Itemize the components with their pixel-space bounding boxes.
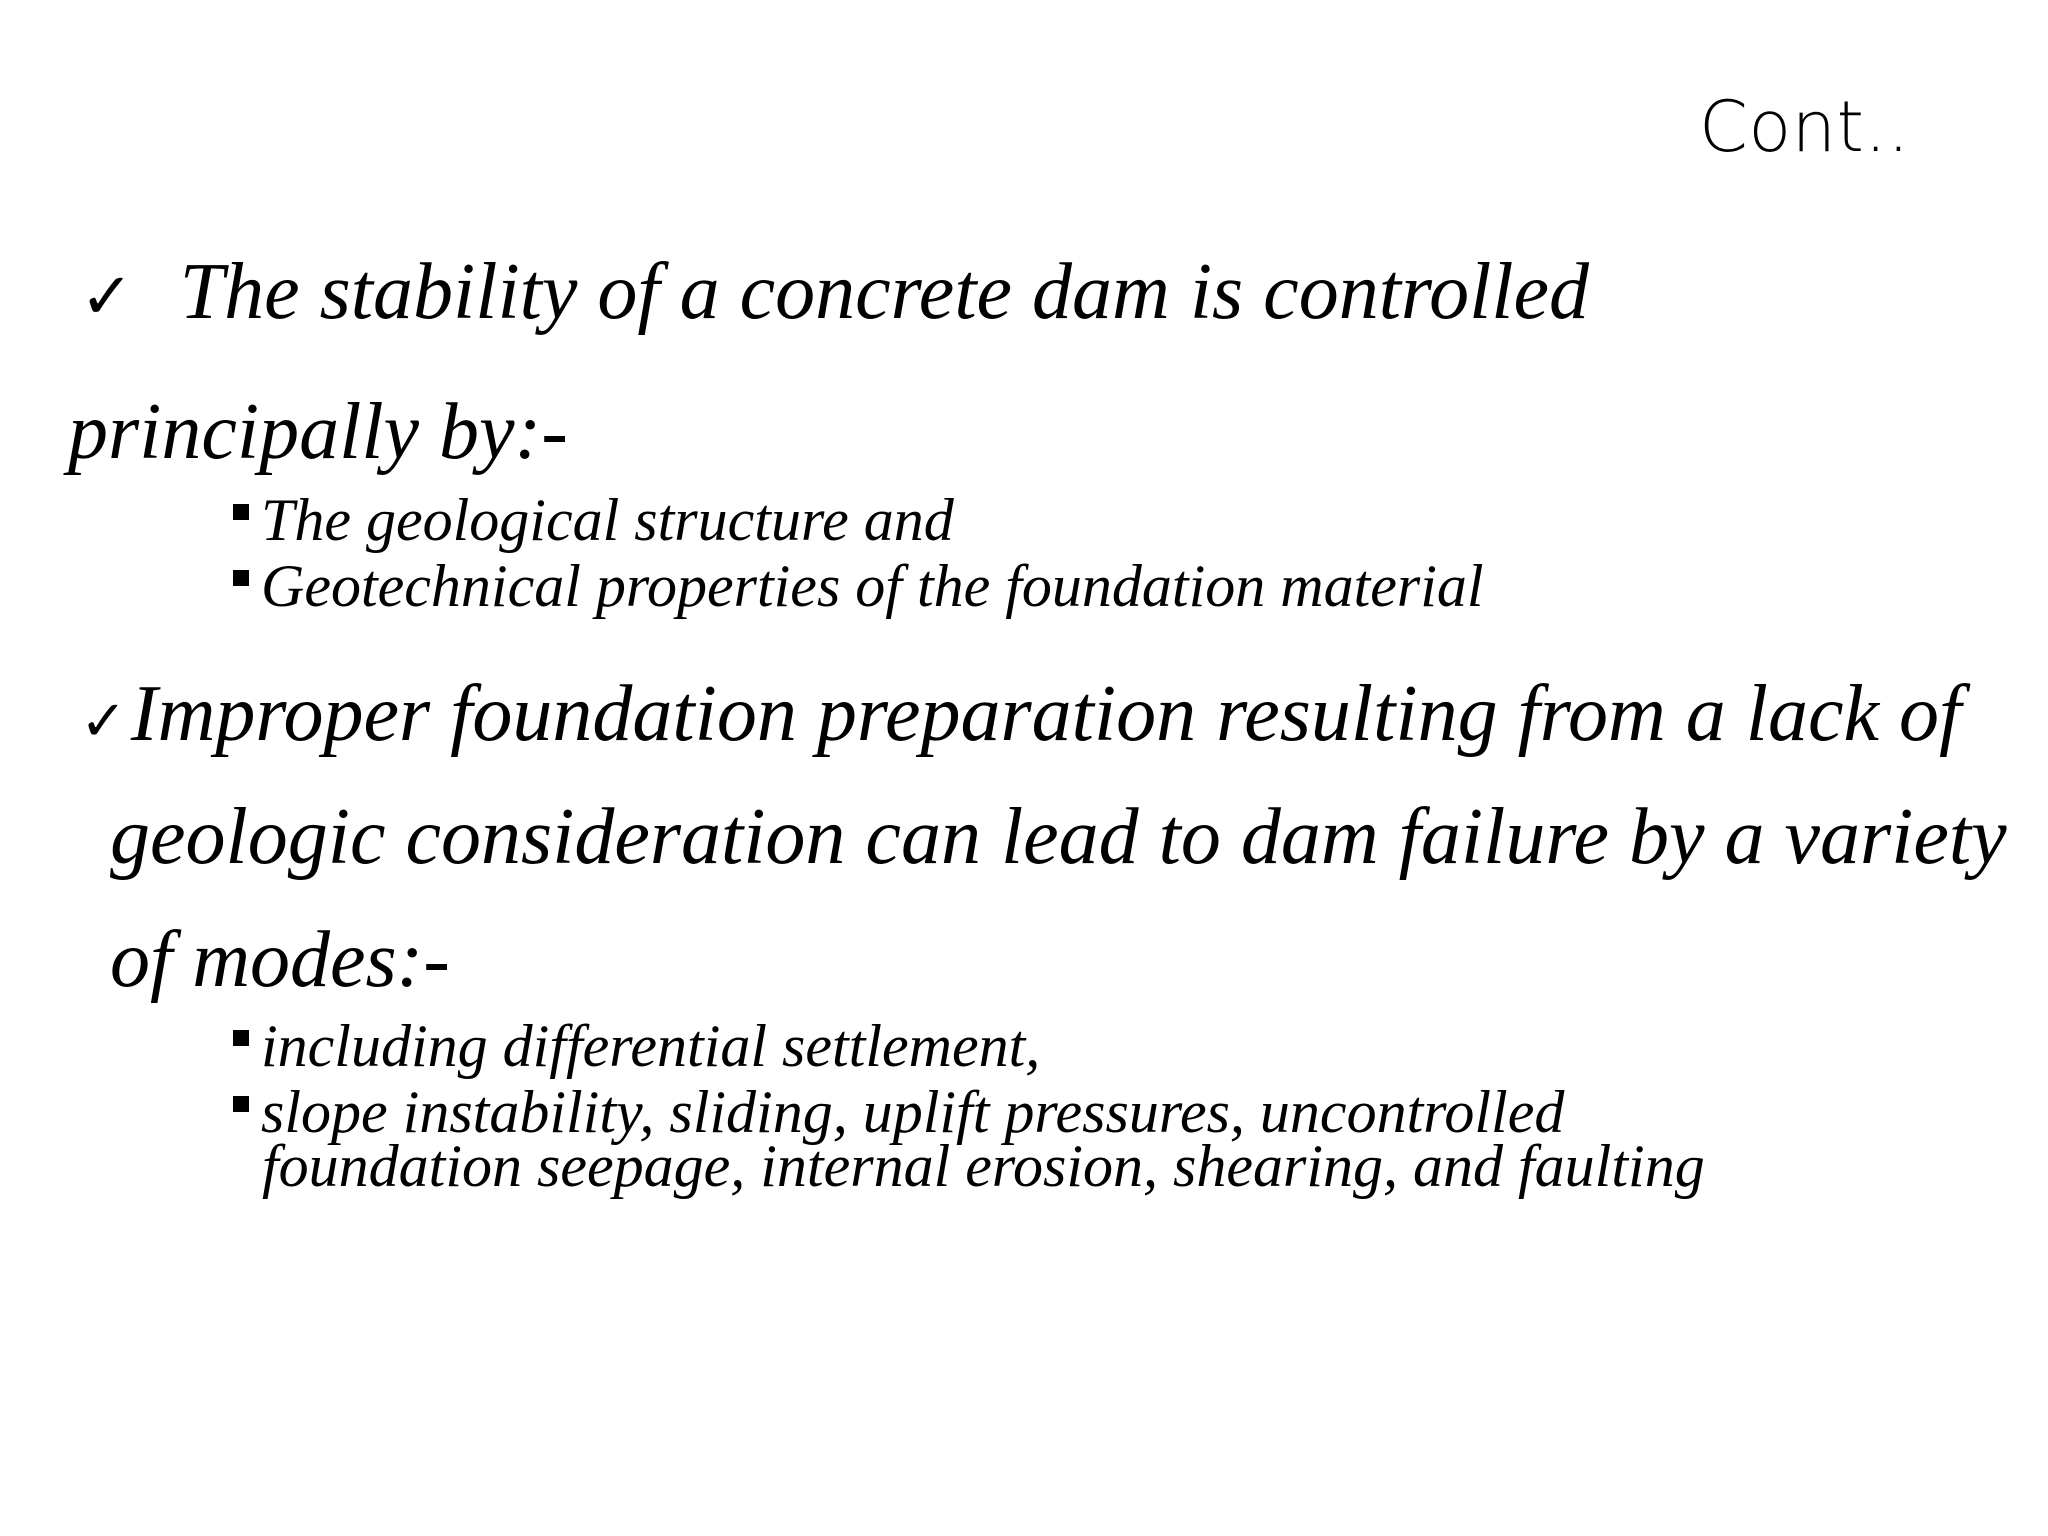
sub-item-4-text: slope instability, sliding, uplift pressures, uncontrolled (261, 1079, 1565, 1145)
square-bullet-icon (233, 1030, 249, 1046)
sub-item-4-continuation: foundation seepage, internal erosion, shearing, and faulting (262, 1133, 1705, 1199)
square-bullet-icon (233, 504, 249, 520)
point-1-line-2: principally by:- (68, 388, 568, 476)
sub-item-2-text: Geotechnical properties of the foundation material (261, 553, 1484, 619)
point-1-line-1 (80, 248, 1590, 336)
check-mark-icon: ✓ (80, 260, 134, 334)
sub-item-1-text: The geological structure and (261, 487, 954, 553)
slide-title: Cont.. (1698, 86, 1910, 168)
point-2-line-3: of modes:- (110, 916, 450, 1004)
square-bullet-icon (233, 1096, 249, 1112)
point-2-line-2: geologic consideration can lead to dam failure by a variety (110, 793, 2007, 881)
square-bullet-icon (233, 570, 249, 586)
point-1-text-line-1: The stability of a concrete dam is controlled (179, 248, 1590, 336)
point-2-line-1 (80, 670, 1962, 758)
sub-item-1 (233, 487, 954, 553)
point-2-text-line-1: Improper foundation preparation resulting from a lack of (130, 670, 1962, 758)
sub-item-3 (233, 1013, 1041, 1079)
check-mark-icon: ✓ (80, 689, 127, 754)
sub-item-2 (233, 553, 1484, 619)
sub-item-3-text: including differential settlement, (261, 1013, 1041, 1079)
